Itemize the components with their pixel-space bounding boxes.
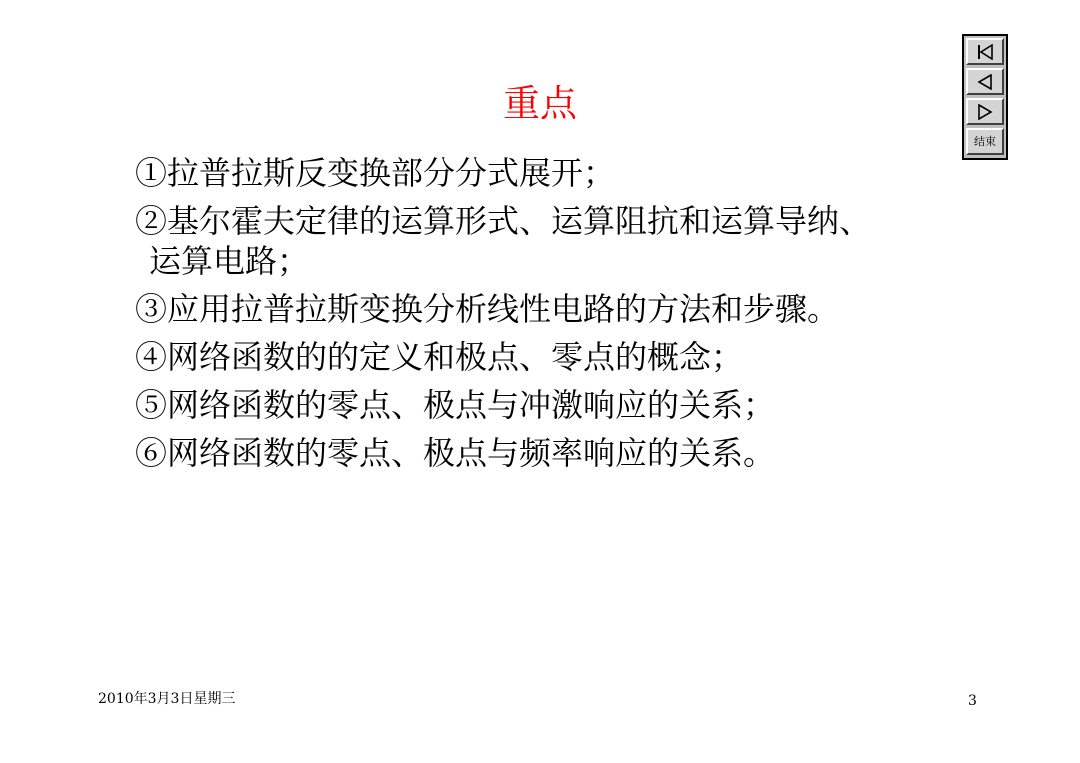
key-point-5	[135, 385, 965, 425]
triangle-left-icon	[975, 74, 995, 90]
key-point-text: ④网络函数的的定义和极点、零点的概念；	[135, 338, 744, 376]
key-point-4	[135, 337, 965, 377]
key-point-text: ⑥网络函数的零点、极点与频率响应的关系。	[135, 434, 776, 472]
end-show-button[interactable]: 结束	[966, 128, 1004, 155]
skip-to-first-icon	[975, 44, 995, 60]
first-slide-button[interactable]	[966, 38, 1004, 65]
previous-slide-button[interactable]	[966, 68, 1004, 95]
slide-navigation-panel	[962, 34, 1008, 160]
slide-title: 重点	[503, 82, 577, 125]
triangle-right-icon	[975, 104, 995, 120]
key-point-3	[135, 289, 965, 329]
key-point-2	[135, 201, 965, 281]
slide-number: 3	[968, 693, 977, 709]
footer-date: 2010年3月3日星期三	[98, 691, 236, 707]
next-slide-button[interactable]	[966, 98, 1004, 125]
key-point-6	[135, 433, 965, 473]
key-point-1	[135, 153, 965, 193]
key-points-list	[135, 153, 965, 481]
key-point-text: ⑤网络函数的零点、极点与冲激响应的关系；	[135, 386, 776, 424]
key-point-text: ①拉普拉斯反变换部分分式展开；	[135, 154, 616, 192]
key-point-continuation: 运算电路；	[149, 242, 310, 280]
key-point-text: ②基尔霍夫定律的运算形式、运算阻抗和运算导纳、	[135, 202, 872, 240]
key-point-text: ③应用拉普拉斯变换分析线性电路的方法和步骤。	[135, 290, 840, 328]
